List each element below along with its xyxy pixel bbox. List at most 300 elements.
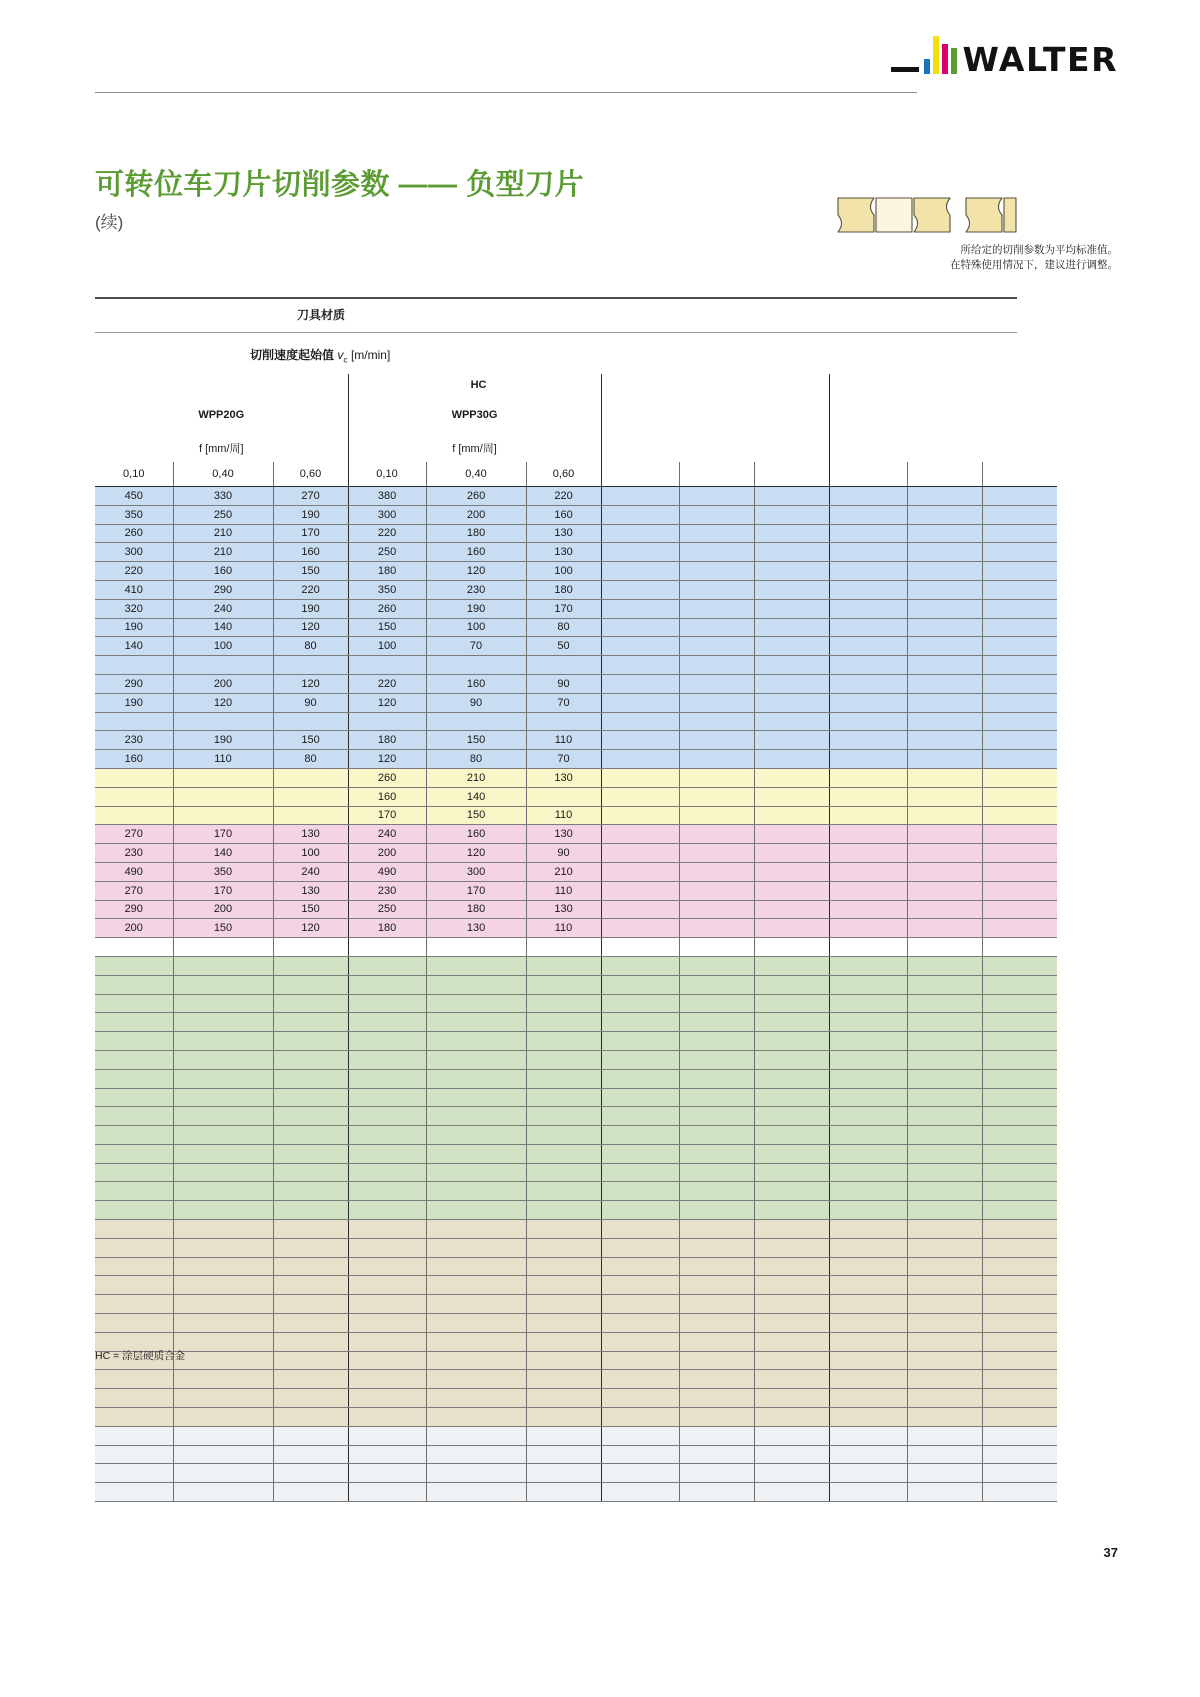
table-cell: 90 (526, 844, 601, 863)
table-cell (95, 806, 173, 825)
table-cell: 290 (95, 900, 173, 919)
table-cell (95, 1295, 173, 1314)
table-row (95, 938, 1057, 957)
table-cell (754, 618, 829, 637)
table-cell (173, 1069, 273, 1088)
table-cell (754, 862, 829, 881)
table-cell (679, 487, 754, 506)
table-cell: 150 (273, 731, 348, 750)
table-row (95, 844, 1057, 863)
table-cell (829, 487, 907, 506)
table-cell (348, 712, 426, 731)
table-cell (754, 599, 829, 618)
table-cell: 100 (173, 637, 273, 656)
table-cell: 140 (173, 618, 273, 637)
table-cell (601, 1182, 679, 1201)
table-cell (679, 1370, 754, 1389)
table-cell (982, 524, 1057, 543)
table-cell (348, 1107, 426, 1126)
table-cell: 90 (273, 693, 348, 712)
table-cell: 110 (526, 731, 601, 750)
table-cell (754, 1182, 829, 1201)
table-cell (754, 1220, 829, 1239)
table-cell (348, 1332, 426, 1351)
table-cell (754, 543, 829, 562)
table-cell (173, 938, 273, 957)
table-cell (982, 1220, 1057, 1239)
table-cell (95, 994, 173, 1013)
table-cell (829, 1201, 907, 1220)
table-cell: 130 (526, 543, 601, 562)
table-cell (173, 1426, 273, 1445)
table-cell (829, 505, 907, 524)
table-cell (907, 1464, 982, 1483)
speed-unit: [m/min] (350, 348, 391, 362)
table-cell (95, 1276, 173, 1295)
table-cell (907, 712, 982, 731)
table-cell (679, 1332, 754, 1351)
group-label-hc: HC (348, 374, 601, 396)
table-cell (829, 580, 907, 599)
table-cell (907, 524, 982, 543)
feed-value-header (982, 462, 1057, 487)
table-cell (982, 956, 1057, 975)
table-cell (907, 1069, 982, 1088)
table-cell (829, 1126, 907, 1145)
page-subtitle: (续) (95, 213, 124, 232)
table-cell: 220 (348, 524, 426, 543)
table-cell: 410 (95, 580, 173, 599)
table-cell (907, 1483, 982, 1502)
table-cell (273, 1088, 348, 1107)
table-cell (526, 656, 601, 675)
table-cell (982, 1276, 1057, 1295)
table-cell (426, 1445, 526, 1464)
table-cell (601, 1445, 679, 1464)
table-cell (426, 1483, 526, 1502)
table-cell (829, 562, 907, 581)
table-cell (679, 938, 754, 957)
table-cell (754, 1314, 829, 1333)
table-cell (95, 1069, 173, 1088)
table-row (95, 1464, 1057, 1483)
table-cell: 230 (95, 731, 173, 750)
table-row (95, 505, 1057, 524)
table-cell (982, 1295, 1057, 1314)
table-cell (348, 1144, 426, 1163)
table-cell: 180 (348, 731, 426, 750)
table-cell (426, 1069, 526, 1088)
table-cell (526, 1483, 601, 1502)
table-cell (273, 1220, 348, 1239)
table-cell (829, 919, 907, 938)
table-cell (982, 1257, 1057, 1276)
table-cell (907, 825, 982, 844)
table-cell (348, 1182, 426, 1201)
table-cell (679, 505, 754, 524)
table-cell (601, 1351, 679, 1370)
table-cell (679, 656, 754, 675)
table-cell (907, 900, 982, 919)
logo-dash-icon (891, 67, 919, 72)
table-cell (754, 844, 829, 863)
table-cell (829, 731, 907, 750)
table-row (95, 618, 1057, 637)
table-cell (829, 768, 907, 787)
table-row (95, 1370, 1057, 1389)
table-cell (348, 956, 426, 975)
table-cell (95, 1107, 173, 1126)
table-cell (679, 768, 754, 787)
table-cell: 220 (95, 562, 173, 581)
table-row (95, 712, 1057, 731)
table-cell: 190 (273, 505, 348, 524)
table-cell (601, 768, 679, 787)
table-row (95, 994, 1057, 1013)
table-cell (679, 1276, 754, 1295)
table-cell: 140 (173, 844, 273, 863)
table-cell (679, 618, 754, 637)
table-cell (348, 1220, 426, 1239)
table-cell (754, 1050, 829, 1069)
table-cell: 130 (526, 524, 601, 543)
cutting-speed-text: 切削速度起始值 (250, 348, 335, 362)
insert-pictogram-group (836, 196, 1018, 234)
table-cell (95, 1126, 173, 1145)
table-cell (426, 1163, 526, 1182)
table-row (95, 1332, 1057, 1351)
table-row (95, 656, 1057, 675)
table-cell: 380 (348, 487, 426, 506)
table-cell (907, 1163, 982, 1182)
table-cell: 120 (273, 919, 348, 938)
table-cell (829, 862, 907, 881)
table-cell (426, 1276, 526, 1295)
table-cell: 150 (173, 919, 273, 938)
table-cell (829, 1220, 907, 1239)
table-cell: 140 (95, 637, 173, 656)
table-cell (829, 712, 907, 731)
table-cell (679, 1032, 754, 1051)
table-cell (526, 1013, 601, 1032)
table-cell: 150 (273, 900, 348, 919)
table-cell (907, 1408, 982, 1427)
table-cell (907, 1370, 982, 1389)
table-cell (829, 618, 907, 637)
table-cell (348, 1201, 426, 1220)
table-cell (601, 825, 679, 844)
table-cell (754, 787, 829, 806)
table-row (95, 543, 1057, 562)
table-cell (273, 938, 348, 957)
table-cell (754, 1163, 829, 1182)
table-cell: 290 (95, 674, 173, 693)
table-cell (907, 844, 982, 863)
table-cell (601, 1088, 679, 1107)
table-cell: 80 (273, 637, 348, 656)
table-cell (526, 1389, 601, 1408)
table-cell (907, 1088, 982, 1107)
table-row (95, 1238, 1057, 1257)
table-cell (95, 1088, 173, 1107)
table-cell (679, 674, 754, 693)
table-cell (526, 1276, 601, 1295)
table-cell (829, 1050, 907, 1069)
table-cell (273, 1370, 348, 1389)
table-cell (95, 1426, 173, 1445)
table-cell (907, 487, 982, 506)
table-cell (601, 487, 679, 506)
table-cell (426, 1220, 526, 1239)
table-cell (273, 1276, 348, 1295)
table-cell: 160 (273, 543, 348, 562)
table-cell (679, 1483, 754, 1502)
table-cell: 190 (95, 618, 173, 637)
table-cell (679, 919, 754, 938)
table-cell (426, 1332, 526, 1351)
table-cell (526, 1107, 601, 1126)
accuracy-note-line-2: 在特殊使用情况下，建议进行调整。 (950, 259, 1118, 272)
table-cell (754, 1201, 829, 1220)
table-row (95, 599, 1057, 618)
table-cell (273, 1182, 348, 1201)
table-cell (173, 1257, 273, 1276)
table-cell (173, 994, 273, 1013)
feed-value-header: 0,10 (348, 462, 426, 487)
logo-bars-icon (924, 32, 960, 74)
table-cell: 210 (526, 862, 601, 881)
table-cell (426, 1088, 526, 1107)
table-cell (173, 1314, 273, 1333)
table-cell (679, 524, 754, 543)
table-row (95, 1445, 1057, 1464)
table-cell (679, 580, 754, 599)
table-cell (426, 1238, 526, 1257)
table-cell (754, 656, 829, 675)
table-cell (907, 938, 982, 957)
table-cell (601, 599, 679, 618)
table-cell (348, 1257, 426, 1276)
table-row (95, 674, 1057, 693)
table-cell (273, 1069, 348, 1088)
table-cell (526, 1182, 601, 1201)
table-cell (679, 1107, 754, 1126)
table-cell (601, 1050, 679, 1069)
table-cell (601, 618, 679, 637)
table-cell (526, 1126, 601, 1145)
table-row (95, 750, 1057, 769)
table-cell (754, 505, 829, 524)
table-cell: 240 (173, 599, 273, 618)
table-cell (173, 1163, 273, 1182)
table-cell (526, 1314, 601, 1333)
table-cell: 320 (95, 599, 173, 618)
table-cell: 160 (95, 750, 173, 769)
table-cell (348, 1295, 426, 1314)
table-cell (526, 1163, 601, 1182)
table-cell (829, 844, 907, 863)
table-cell (601, 580, 679, 599)
table-cell (829, 1238, 907, 1257)
table-cell: 220 (348, 674, 426, 693)
table-cell (679, 1088, 754, 1107)
table-cell (829, 1107, 907, 1126)
table-cell: 250 (348, 900, 426, 919)
table-cell (679, 1257, 754, 1276)
logo-wordmark: WALTER (962, 40, 1118, 79)
table-cell: 230 (95, 844, 173, 863)
table-cell (754, 1257, 829, 1276)
table-cell (173, 768, 273, 787)
table-cell: 350 (348, 580, 426, 599)
table-cell (601, 1483, 679, 1502)
table-cell (95, 1389, 173, 1408)
table-cell (95, 1032, 173, 1051)
table-cell (907, 1144, 982, 1163)
table-cell (273, 1032, 348, 1051)
table-cell (426, 1013, 526, 1032)
table-cell (173, 712, 273, 731)
table-cell (982, 1483, 1057, 1502)
table-row (95, 1201, 1057, 1220)
accuracy-note (950, 243, 1118, 273)
table-cell (679, 1426, 754, 1445)
table-cell (173, 1238, 273, 1257)
table-row (95, 975, 1057, 994)
table-cell (754, 919, 829, 938)
table-cell (982, 637, 1057, 656)
table-cell (348, 1351, 426, 1370)
table-cell (754, 1351, 829, 1370)
table-cell (907, 806, 982, 825)
table-cell: 180 (348, 562, 426, 581)
table-cell (526, 1295, 601, 1314)
table-cell (982, 1163, 1057, 1182)
table-cell (829, 1144, 907, 1163)
table-cell (95, 956, 173, 975)
table-cell: 80 (426, 750, 526, 769)
table-cell: 120 (426, 562, 526, 581)
table-cell (679, 693, 754, 712)
table-cell (982, 618, 1057, 637)
table-cell (426, 1426, 526, 1445)
table-cell (679, 637, 754, 656)
table-cell (273, 1107, 348, 1126)
table-cell: 170 (348, 806, 426, 825)
table-cell: 330 (173, 487, 273, 506)
table-cell (754, 1144, 829, 1163)
table-cell (426, 994, 526, 1013)
table-cell (273, 787, 348, 806)
table-cell (173, 1464, 273, 1483)
table-cell (173, 1370, 273, 1389)
table-cell (348, 1389, 426, 1408)
table-cell (173, 1050, 273, 1069)
table-cell (679, 1050, 754, 1069)
table-cell (173, 1107, 273, 1126)
table-cell (982, 1351, 1057, 1370)
table-cell (982, 900, 1057, 919)
table-cell (907, 1276, 982, 1295)
table-cell: 100 (273, 844, 348, 863)
grid-header-feed-values (95, 462, 1057, 487)
table-cell: 220 (526, 487, 601, 506)
table-cell: 70 (526, 693, 601, 712)
table-row (95, 787, 1057, 806)
table-cell (829, 693, 907, 712)
table-cell (907, 881, 982, 900)
table-cell (829, 1408, 907, 1427)
table-cell (426, 656, 526, 675)
table-cell (526, 975, 601, 994)
table-cell (348, 1314, 426, 1333)
table-row (95, 524, 1057, 543)
table-cell (95, 656, 173, 675)
table-cell (829, 1389, 907, 1408)
table-cell (982, 1332, 1057, 1351)
table-cell (679, 731, 754, 750)
table-cell (829, 1069, 907, 1088)
table-cell (601, 1069, 679, 1088)
feed-value-header: 0,10 (95, 462, 173, 487)
table-cell (907, 956, 982, 975)
feed-value-header (907, 462, 982, 487)
table-cell: 220 (273, 580, 348, 599)
feed-value-header: 0,40 (426, 462, 526, 487)
table-cell (173, 787, 273, 806)
table-cell (829, 881, 907, 900)
table-cell: 110 (173, 750, 273, 769)
table-cell: 100 (526, 562, 601, 581)
table-cell (348, 1069, 426, 1088)
table-cell (679, 712, 754, 731)
table-cell (907, 580, 982, 599)
table-row (95, 580, 1057, 599)
table-cell (907, 919, 982, 938)
table-cell (601, 806, 679, 825)
table-cell (95, 1013, 173, 1032)
table-cell (426, 712, 526, 731)
table-cell (173, 1295, 273, 1314)
feed-value-header (754, 462, 829, 487)
table-row (95, 1220, 1057, 1239)
table-cell (829, 637, 907, 656)
table-cell (829, 994, 907, 1013)
table-cell (907, 1257, 982, 1276)
table-cell (679, 1201, 754, 1220)
table-cell: 130 (273, 881, 348, 900)
table-cell (273, 1389, 348, 1408)
table-cell (982, 712, 1057, 731)
table-cell (601, 1163, 679, 1182)
table-cell (907, 1332, 982, 1351)
table-cell (907, 1314, 982, 1333)
table-cell (601, 1220, 679, 1239)
table-cell (907, 656, 982, 675)
table-cell (982, 1408, 1057, 1427)
table-cell: 240 (273, 862, 348, 881)
table-row (95, 900, 1057, 919)
table-row (95, 806, 1057, 825)
table-cell (173, 656, 273, 675)
table-cell: 450 (95, 487, 173, 506)
table-cell: 300 (348, 505, 426, 524)
table-cell (348, 1163, 426, 1182)
table-cell (982, 1013, 1057, 1032)
table-cell (601, 712, 679, 731)
table-cell (173, 1332, 273, 1351)
table-cell (679, 1238, 754, 1257)
